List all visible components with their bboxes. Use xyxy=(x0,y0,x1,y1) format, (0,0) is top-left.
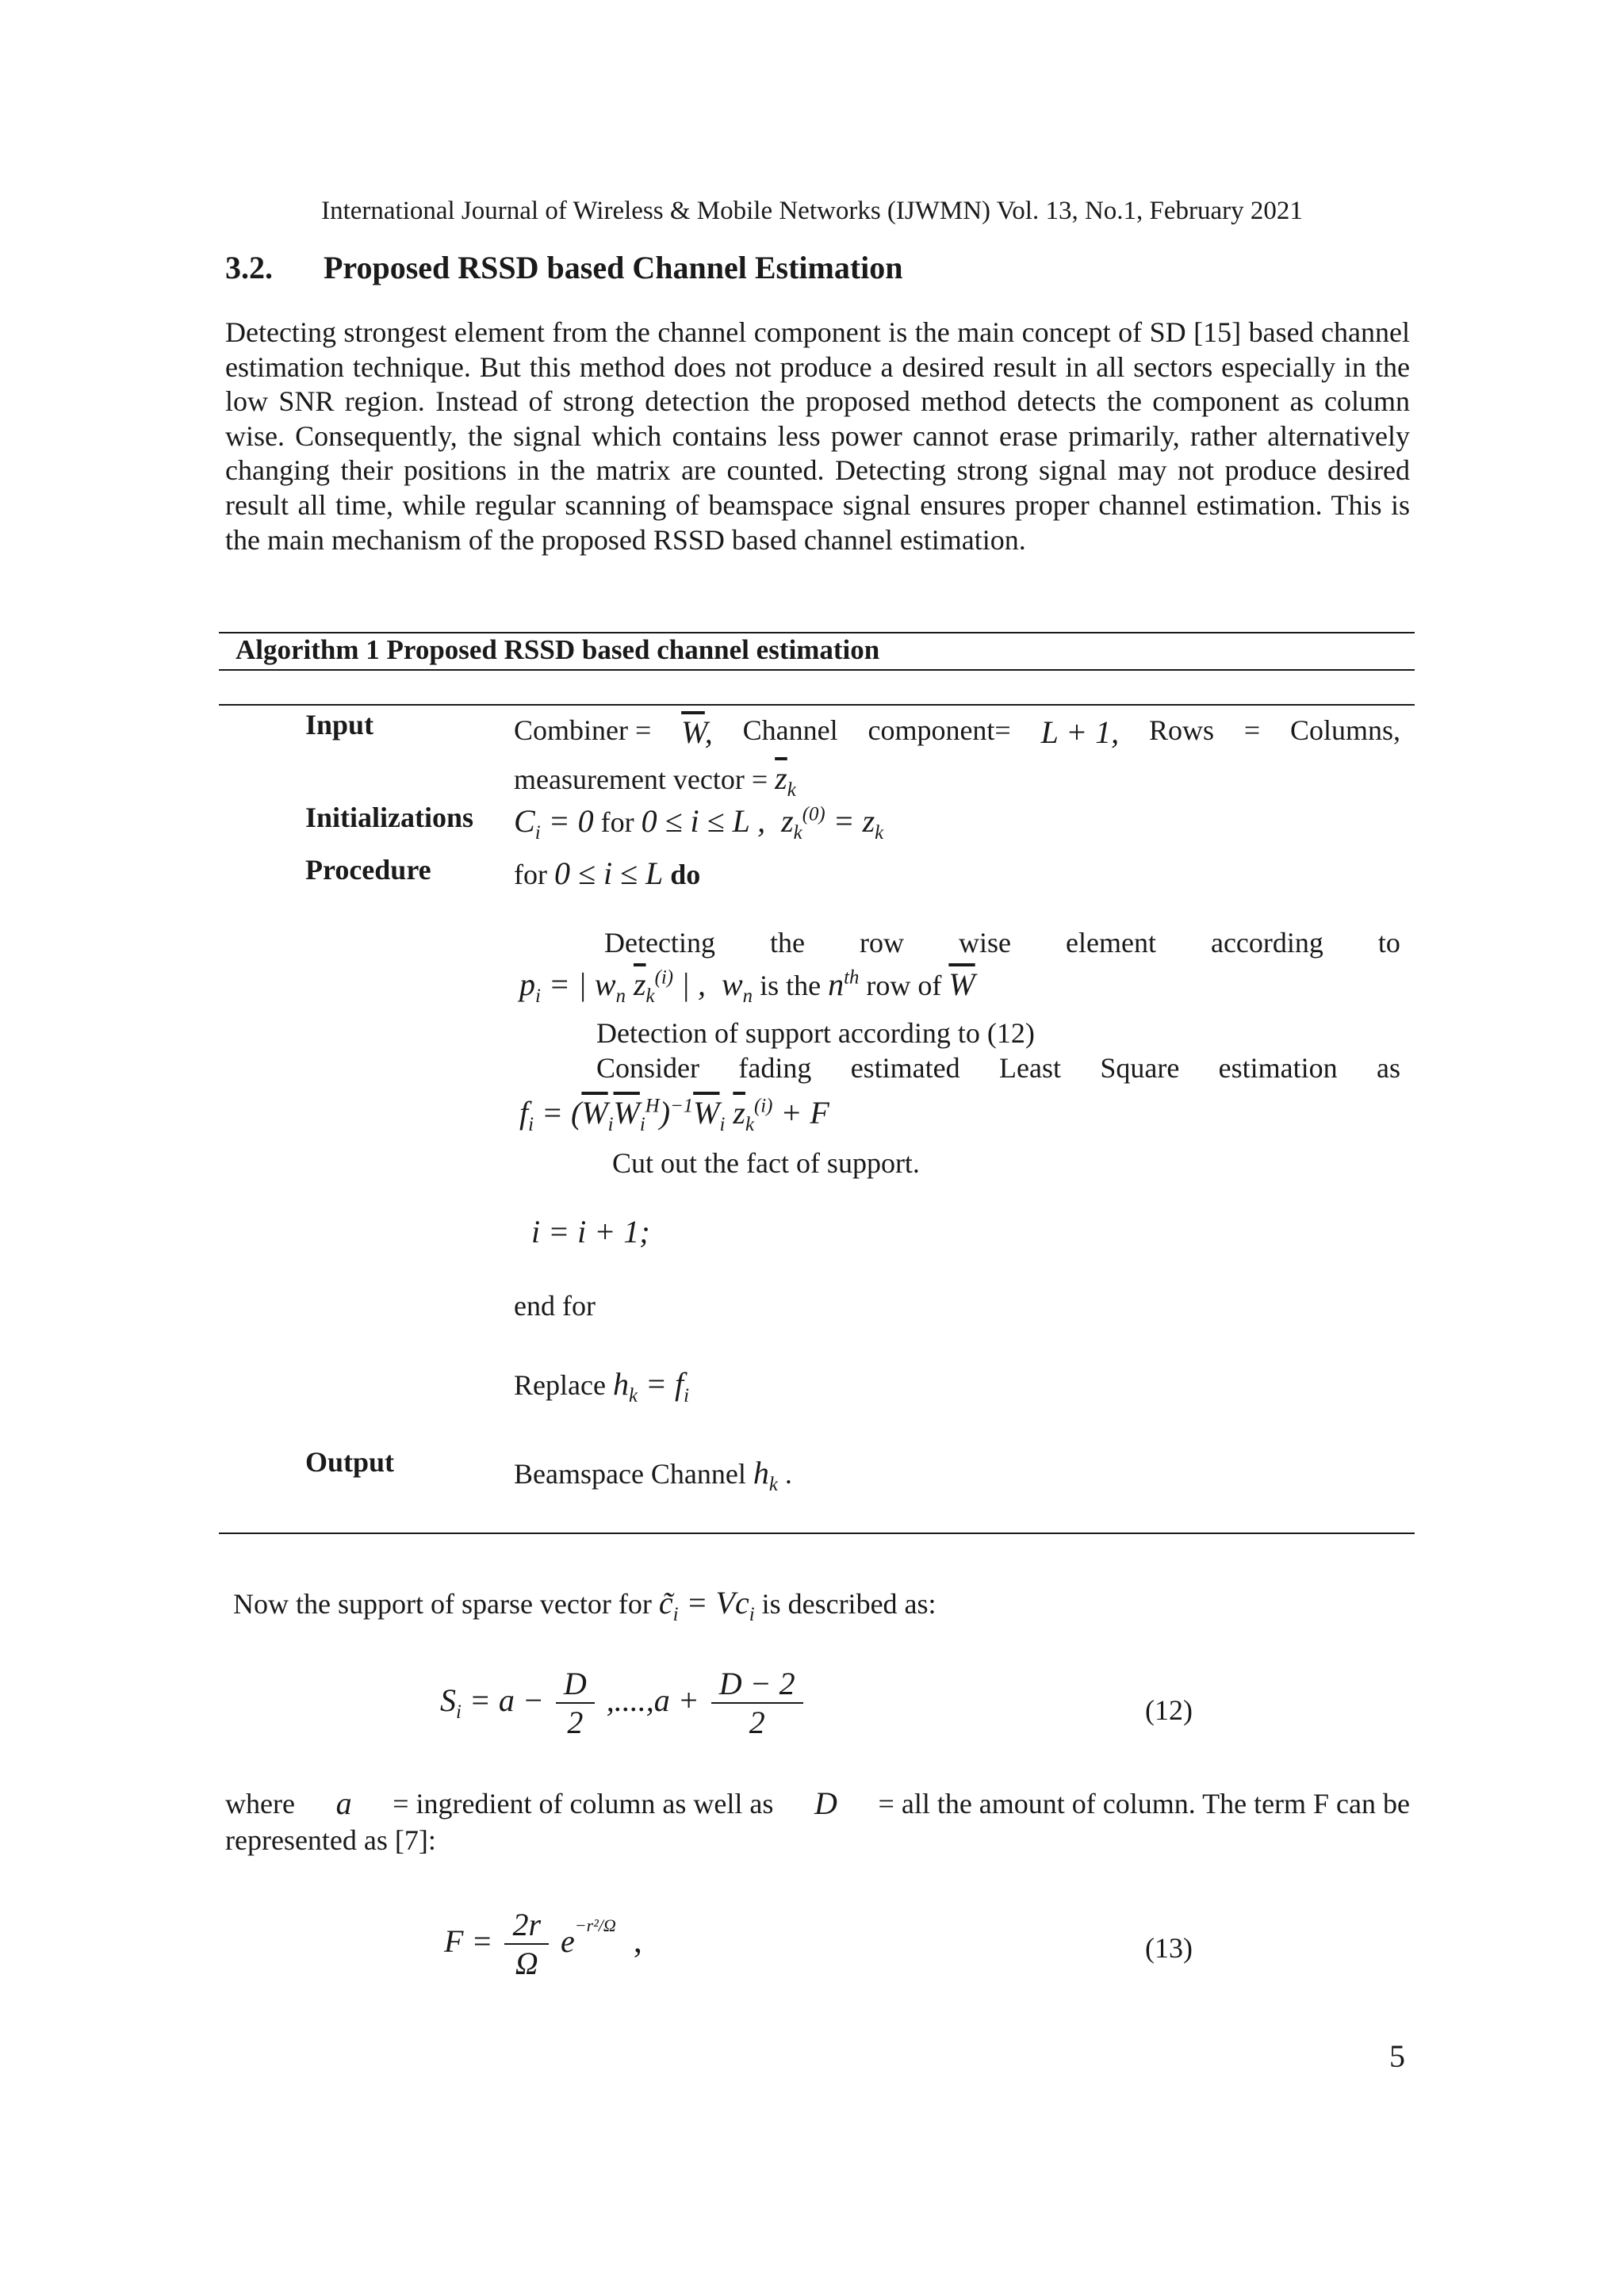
step3-word: Least xyxy=(999,1052,1061,1084)
where-a-symbol: a xyxy=(335,1785,352,1821)
step1-word: wise xyxy=(958,927,1011,959)
input-columns-word: Columns, xyxy=(1289,714,1400,746)
equation-12: $S_i = a$ − $\frac{D}{2}$ ,....,a + $\frac{D - 2}{2}$ xyxy=(440,1665,806,1741)
where-paragraph xyxy=(225,1785,1410,1858)
section-number: 3.2. xyxy=(225,250,273,285)
step1-row-of: row of xyxy=(866,970,942,1001)
label-initializations: Initializations xyxy=(305,802,474,833)
where-mid2: = all the amount of column. The term F can be xyxy=(878,1788,1410,1820)
support-prefix: Now the support of sparse vector for xyxy=(233,1588,652,1620)
equation-13-number: (13) xyxy=(1145,1932,1193,1964)
step3-word: estimation xyxy=(1218,1052,1338,1084)
where-mid1: = ingredient of column as well as xyxy=(393,1788,774,1820)
step1-equation-line xyxy=(519,966,975,1008)
step1-nth: $n^{th}$ xyxy=(828,966,860,1002)
step1-line xyxy=(604,926,1400,959)
replace-word: Replace xyxy=(514,1369,606,1401)
step1-word: the xyxy=(769,927,805,959)
init-range: 0 ≤ i ≤ L , $z_k^{(0)} = z_k$ xyxy=(641,803,884,844)
output-symbol: $h_k$ xyxy=(753,1455,778,1495)
input-measurement-text: measurement vector = xyxy=(514,763,768,795)
step4-line: Cut out the fact of support. xyxy=(612,1147,920,1179)
proc-for-word: for xyxy=(514,859,547,890)
algorithm-title-rule xyxy=(219,669,1415,671)
algorithm-top-rule xyxy=(219,632,1415,633)
algorithm-bottom-rule xyxy=(219,1533,1415,1534)
page-number: 5 xyxy=(1389,2038,1405,2074)
step3-word: as xyxy=(1377,1052,1400,1084)
running-header: International Journal of Wireless & Mobile Networks (IJWMN) Vol. 13, No.1, February 2021 xyxy=(321,197,1303,225)
input-line-1 xyxy=(514,714,1400,751)
support-suffix: is described as: xyxy=(761,1588,936,1620)
input-rows-word: Rows xyxy=(1148,714,1214,746)
intro-paragraph: Detecting strongest element from the channel component is the main concept of SD [15] based channel estimation technique. But this method does not produce a desired result in all sectors especially in the low SNR region. Instead of strong detection the proposed method detects the component as column wise. Consequently, the signal which contains less power cannot erase primarily, rather alternatively changing their positions in the matrix are counted. Detecting strong signal may not produce desired result all time, while regular scanning of beamspace signal ensures proper channel estimation. This is the main mechanism of the proposed RSSD based channel estimation. xyxy=(225,316,1410,556)
support-sentence xyxy=(233,1584,936,1626)
step1-is-the: is the xyxy=(760,970,822,1001)
end-for-line: end for xyxy=(514,1290,596,1322)
step3-word: fading xyxy=(738,1052,812,1084)
step2-line: Detection of support according to (12) xyxy=(596,1017,1035,1049)
init-ci-equation: $C_i = 0$ xyxy=(514,803,594,844)
equation-12-number: (12) xyxy=(1145,1694,1193,1726)
step1-word: element xyxy=(1066,927,1156,959)
output-text: Beamspace Channel xyxy=(514,1458,746,1490)
step1-w-symbol: $\overline{W}$ xyxy=(948,966,975,1002)
algorithm-body-rule xyxy=(219,704,1415,706)
step3-word: estimated xyxy=(850,1052,960,1084)
section-title: Proposed RSSD based Channel Estimation xyxy=(324,250,903,285)
step3-word: Consider xyxy=(596,1052,699,1084)
label-input: Input xyxy=(305,709,374,740)
input-equals: = xyxy=(1243,714,1261,746)
input-component-word: component= xyxy=(868,714,1011,746)
label-procedure: Procedure xyxy=(305,854,431,886)
replace-equation: $h_k = f_i$ xyxy=(612,1366,689,1406)
input-channel-count: L + 1, xyxy=(1040,714,1120,750)
where-prefix: where xyxy=(225,1788,295,1820)
step1-word: to xyxy=(1377,927,1400,959)
label-output: Output xyxy=(305,1446,395,1478)
proc-do-word: do xyxy=(670,859,701,890)
step3-fi-equation: $f_i = (\overline{W}_i\overline{W}_i^H)^{-1}\overline{W}_i$ $\overline{z}_k^{(i)} + F$ xyxy=(519,1095,829,1135)
init-line xyxy=(514,802,883,844)
step3-equation-line xyxy=(519,1094,829,1136)
procedure-line xyxy=(514,855,700,892)
input-combiner: Combiner = xyxy=(514,714,652,746)
step3-word: Square xyxy=(1100,1052,1180,1084)
init-for-word: for xyxy=(600,806,634,838)
equation-13: F = $\frac{2r}{\Omega}$ $e^{-r^2/\Omega}$ , xyxy=(444,1907,642,1981)
where-line-2: represented as [7]: xyxy=(225,1824,436,1856)
input-measurement-symbol: $\overline{z}_k$ xyxy=(775,760,796,801)
replace-line xyxy=(514,1365,689,1407)
step1-word: row xyxy=(859,927,904,959)
input-line-2 xyxy=(514,760,796,802)
output-line: Beamspace Channel $h_k$ . xyxy=(514,1455,792,1495)
step1-word: according xyxy=(1210,927,1323,959)
step1-word: Detecting xyxy=(604,927,715,959)
where-d-symbol: D xyxy=(814,1785,837,1821)
support-equation: $c̃_i = Vc_i$ xyxy=(658,1585,755,1625)
input-channel-word: Channel xyxy=(742,714,838,746)
step3-line xyxy=(596,1051,1400,1085)
proc-range: 0 ≤ i ≤ L xyxy=(553,855,664,891)
input-combiner-symbol: $\overline{W}$, xyxy=(681,714,713,750)
increment-line xyxy=(531,1213,650,1250)
increment-equation: i = i + 1; xyxy=(531,1214,650,1249)
step1-pi-equation: $p_i$ = | $w_n$ $\overline{z}_k^{(i)}$ | , $w_n$ xyxy=(519,966,753,1007)
algorithm-title: Algorithm 1 Proposed RSSD based channel estimation xyxy=(236,634,880,665)
